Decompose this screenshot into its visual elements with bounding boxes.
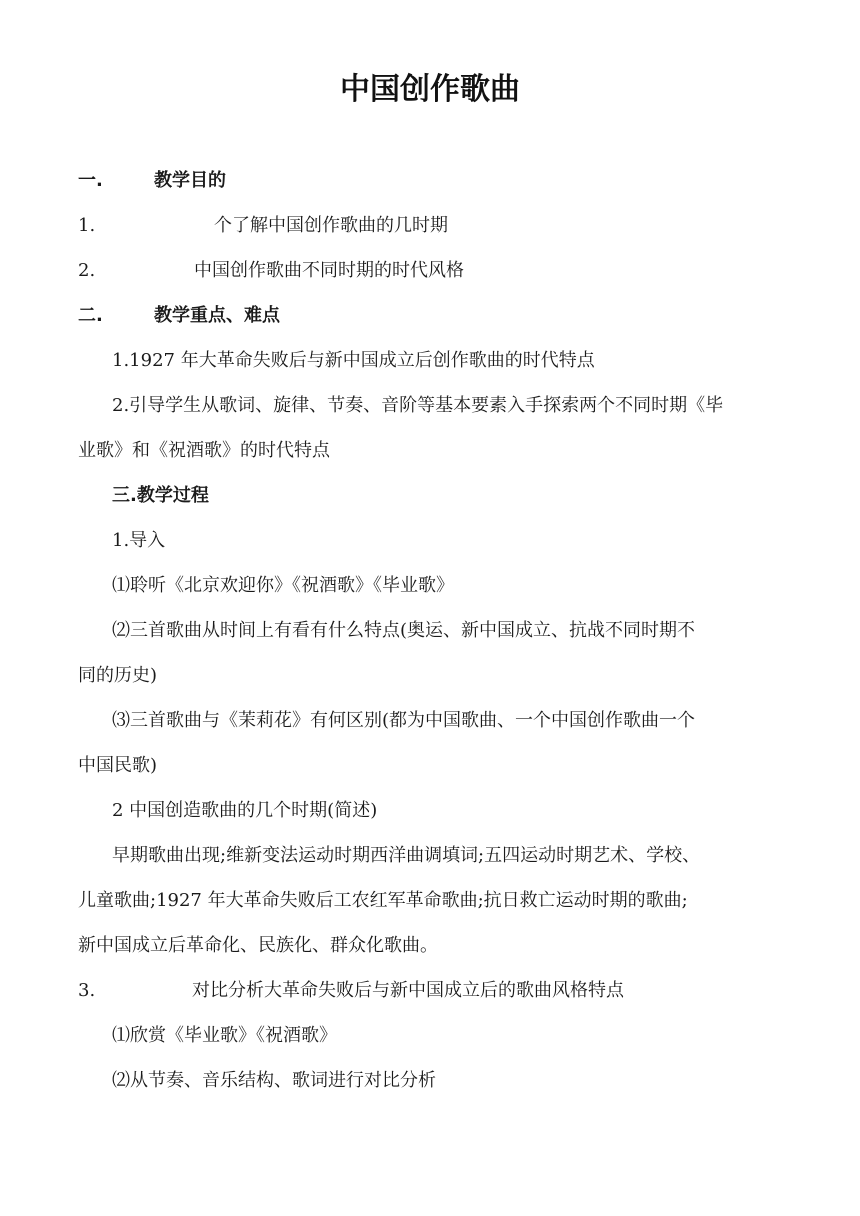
step-1-item-3-line1: ⑶三首歌曲与《茉莉花》有何区别(都为中国歌曲、一个中国创作歌曲一个 bbox=[112, 710, 696, 731]
step-3-heading bbox=[78, 977, 783, 1005]
step-2-paragraph-line2: 儿童歌曲;1927 年大革命失败后工农红军革命歌曲;抗日救亡运动时期的歌曲; bbox=[78, 890, 688, 911]
section-title: 教学目的 bbox=[154, 170, 226, 191]
step-1-item-2-line1: ⑵三首歌曲从时间上有看有什么特点(奥运、新中国成立、抗战不同时期不 bbox=[112, 620, 696, 641]
section-heading-process: 三.教学过程 bbox=[112, 485, 209, 506]
step-3-item-2: ⑵从节奏、音乐结构、歌词进行对比分析 bbox=[112, 1070, 436, 1091]
section-heading-objectives bbox=[78, 167, 783, 195]
item-text: 个了解中国创作歌曲的几时期 bbox=[214, 215, 448, 236]
step-2-heading: 2 中国创造歌曲的几个时期(简述) bbox=[112, 800, 378, 821]
section-number: 一. bbox=[78, 170, 103, 191]
step-2-paragraph-line1: 早期歌曲出现;维新变法运动时期西洋曲调填词;五四运动时期艺术、学校、 bbox=[112, 845, 701, 866]
item-number: 2. bbox=[78, 260, 96, 281]
step-1-item-2-line2: 同的历史) bbox=[78, 665, 158, 686]
item-text: 对比分析大革命失败后与新中国成立后的歌曲风格特点 bbox=[192, 980, 624, 1001]
section-title: 教学重点、难点 bbox=[154, 305, 280, 326]
item-text: 中国创作歌曲不同时期的时代风格 bbox=[194, 260, 464, 281]
item-number: 1. bbox=[78, 215, 96, 236]
key-point-2-line1: 2.引导学生从歌词、旋律、节奏、音阶等基本要素入手探索两个不同时期《毕 bbox=[112, 395, 724, 416]
item-number: 3. bbox=[78, 980, 96, 1001]
step-3-item-1: ⑴欣赏《毕业歌》《祝酒歌》 bbox=[112, 1025, 337, 1046]
step-2-paragraph-line3: 新中国成立后革命化、民族化、群众化歌曲。 bbox=[78, 935, 438, 956]
objective-item bbox=[78, 257, 783, 285]
key-point-2-line2: 业歌》和《祝酒歌》的时代特点 bbox=[78, 440, 330, 461]
document-title: 中国创作歌曲 bbox=[340, 72, 520, 107]
step-1-item-3-line2: 中国民歌) bbox=[78, 755, 158, 776]
step-1-item-1: ⑴聆听《北京欢迎你》《祝酒歌》《毕业歌》 bbox=[112, 575, 454, 596]
section-number: 二. bbox=[78, 305, 103, 326]
section-heading-key-points bbox=[78, 302, 783, 330]
key-point-1: 1.1927 年大革命失败后与新中国成立后创作歌曲的时代特点 bbox=[112, 350, 595, 371]
step-1-heading: 1.导入 bbox=[112, 530, 166, 551]
objective-item bbox=[78, 212, 783, 240]
